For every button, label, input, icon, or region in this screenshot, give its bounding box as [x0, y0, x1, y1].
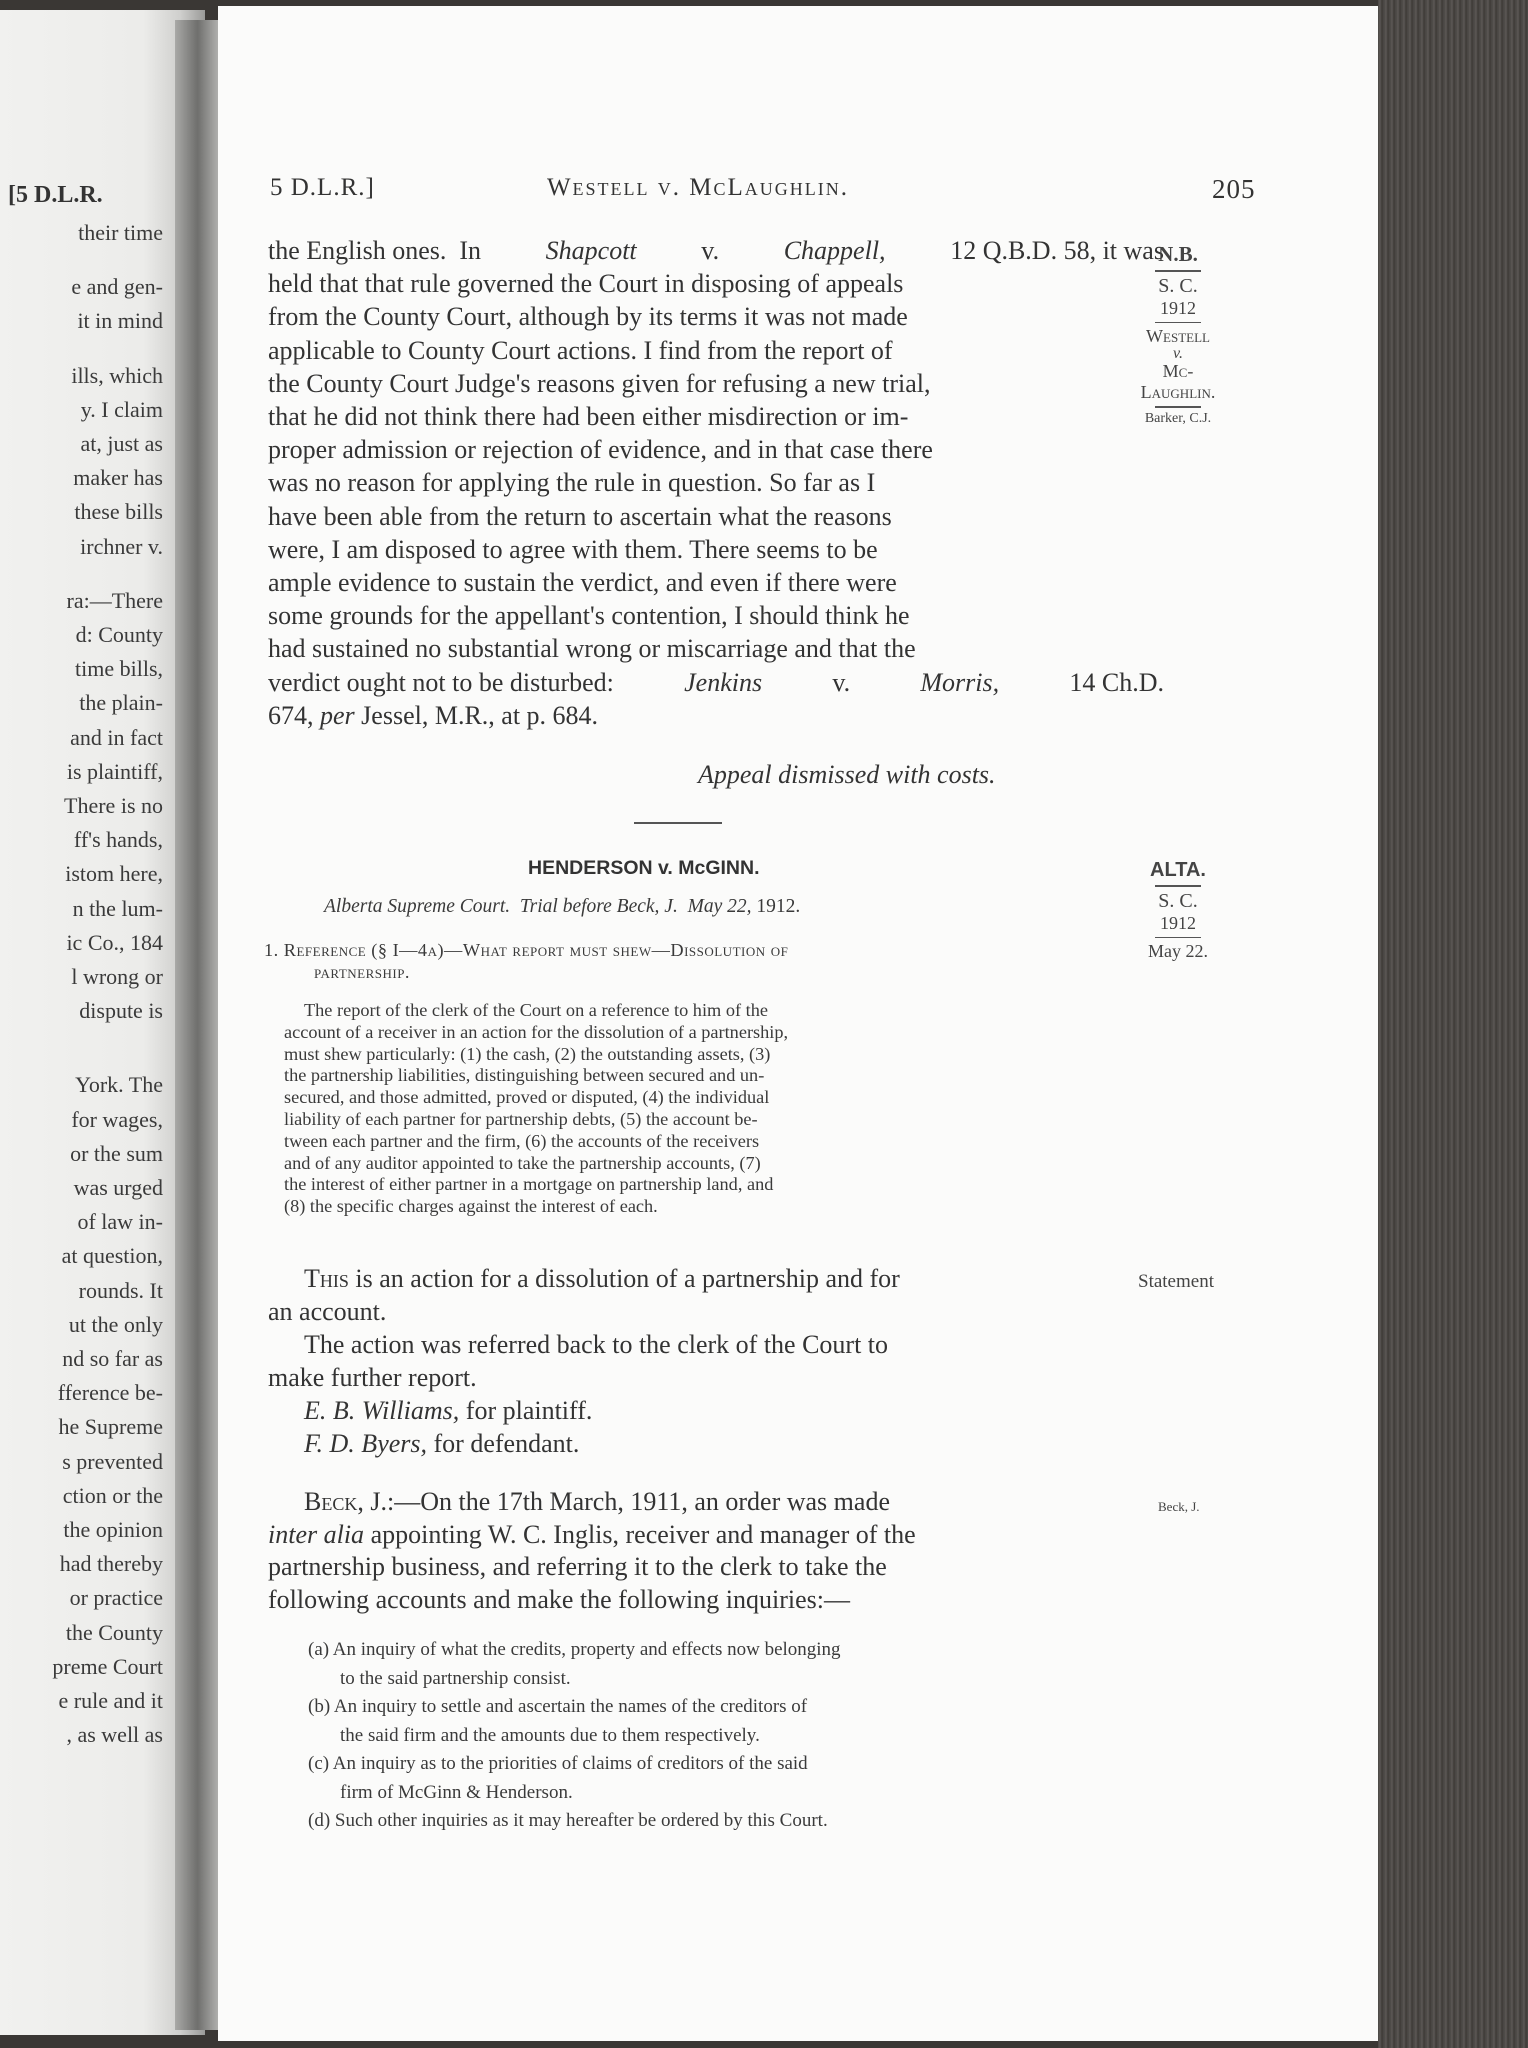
text-line: some grounds for the appellant's contention, I should think he: [268, 601, 910, 631]
left-page-line: the plain-: [79, 690, 163, 716]
left-page-line: ction or the: [62, 1482, 163, 1508]
left-page-line: ra:—There: [66, 587, 163, 613]
text-line: ample evidence to sustain the verdict, and even if there were: [268, 568, 897, 598]
header-volume: 5 D.L.R.]: [270, 174, 375, 201]
left-page-line: l wrong or: [71, 964, 163, 989]
text-line: was no reason for applying the rule in question. So far as I: [268, 468, 876, 498]
margin-statement-label: Statement: [1138, 1271, 1214, 1292]
inquiry-c: (c) An inquiry as to the priorities of claims of creditors of the said firm of McGinn & Henderson.: [308, 1753, 808, 1803]
left-page-line: or practice: [69, 1585, 163, 1611]
left-page-line: and in fact: [70, 724, 163, 750]
text-line: that he did not think there had been either misdirection or im-: [268, 402, 909, 432]
margin-judge-label: Beck, J.: [1158, 1499, 1200, 1514]
left-page-line: s prevented: [62, 1448, 163, 1474]
text-line: were, I am disposed to agree with them. There seems to be: [268, 534, 878, 564]
left-page-line: is plaintiff,: [66, 758, 163, 784]
left-page-line: maker has: [73, 465, 163, 491]
left-page-line: fference be-: [57, 1380, 163, 1406]
headnote-line: tween each partner and the firm, (6) the accounts of the receivers: [284, 1130, 760, 1151]
left-page-line: York. The: [75, 1072, 163, 1098]
continuation-paragraph: [268, 234, 1164, 732]
left-page-line: istom here,: [65, 861, 163, 887]
left-page-line: he Supreme: [58, 1414, 163, 1440]
text-line: 674, per Jessel, M.R., at p. 684.: [268, 700, 599, 730]
left-page-line: at question,: [61, 1243, 163, 1269]
headnote-line: the interest of either partner in a mortgage on partnership land, and: [284, 1174, 774, 1195]
headnote-line: the partnership liabilities, distinguishing between secured and un-: [284, 1065, 765, 1086]
text-line: from the County Court, although by its terms it was not made: [268, 302, 908, 332]
left-page-line: irchner v.: [80, 533, 163, 559]
text-line: applicable to County Court actions. I find from the report of: [268, 335, 893, 365]
case-title: HENDERSON v. McGINN.: [528, 857, 760, 879]
headnote-body: [284, 1000, 788, 1218]
left-page-line: There is no: [64, 793, 163, 818]
page-number: 205: [1212, 174, 1256, 204]
headnote-line: (8) the specific charges against the interest of each.: [284, 1196, 658, 1217]
left-page-line: these bills: [74, 499, 163, 525]
left-page-line: at, just as: [80, 431, 163, 456]
left-page-line: the County: [65, 1619, 163, 1645]
left-page-line: their time: [78, 220, 163, 245]
left-page-line: was urged: [73, 1175, 163, 1200]
left-page-line: preme Court: [52, 1653, 163, 1679]
left-page-line: nd so far as: [62, 1346, 163, 1371]
judgment-paragraph: Beck, J.:—On the 17th March, 1911, an order was made inter alia appointing W. C. Inglis, receiver and manager of the partnership business, and referring it to the clerk to take the following accounts and make the following inquiries:—: [268, 1487, 916, 1614]
text-line: held that that rule governed the Court in disposing of appeals: [268, 269, 904, 299]
margin-notes-top: N.B. S. C. 1912 Westell v. Mc- Laughlin. Barker, C.J.: [1140, 242, 1216, 426]
text-line: verdict ought not to be disturbed: Jenkins v. Morris, 14 Ch.D.: [268, 667, 1164, 697]
left-page-line: dispute is: [79, 998, 163, 1024]
book-page-edges: [1378, 0, 1528, 2048]
left-page-line: it in mind: [77, 308, 163, 334]
text-line: the English ones. In Shapcott v. Chappell, 12 Q.B.D. 58, it was: [268, 236, 1164, 265]
left-page-line: of law in-: [77, 1209, 163, 1235]
left-page-line: d: County: [75, 622, 163, 647]
left-page-line: time bills,: [75, 656, 163, 682]
header-title: Westell v. McLaughlin.: [546, 174, 850, 201]
left-page-line: rounds. It: [78, 1277, 163, 1303]
left-page-line: ills, which: [71, 362, 163, 388]
text-line: the County Court Judge's reasons given for refusing a new trial,: [268, 368, 931, 398]
headnote-line: secured, and those admitted, proved or disputed, (4) the individual: [284, 1087, 770, 1108]
headnote-line: The report of the clerk of the Court on a reference to him of the: [304, 1000, 768, 1020]
right-page: [218, 6, 1380, 2041]
text-line: proper admission or rejection of evidence, and in that case there: [268, 435, 933, 465]
left-page-header: [5 D.L.R.: [8, 182, 103, 208]
left-page-line: , as well as: [66, 1722, 163, 1748]
margin-notes-case: ALTA. S. C. 1912 May 22.: [1148, 859, 1208, 961]
left-page-line: e rule and it: [58, 1688, 163, 1713]
left-page-line: had thereby: [59, 1551, 163, 1577]
left-page-line: ic Co., 184: [66, 929, 163, 955]
disposition: Appeal dismissed with costs.: [698, 760, 996, 789]
statement-paragraph: This is an action for a dissolution of a partnership and for an account. The action was referred back to the clerk of the Court to make further report. E. B. Williams, for plaintiff. F. D. Byers, for defendant.: [268, 1264, 900, 1458]
headnote-line: must shew particularly: (1) the cash, (2) the outstanding assets, (3): [284, 1043, 771, 1064]
inquiries-list: [308, 1636, 841, 1836]
court-line: Alberta Supreme Court. Trial before Beck, J. May 22, 1912.: [324, 896, 801, 917]
left-page-line: or the sum: [70, 1140, 163, 1166]
section-divider: [634, 822, 722, 824]
book-gutter: [175, 20, 220, 2030]
headnote-line: and of any auditor appointed to take the partnership accounts, (7): [284, 1152, 761, 1173]
left-page-line: y. I claim: [80, 396, 163, 422]
headnote-line: liability of each partner for partnership debts, (5) the account be-: [284, 1108, 758, 1129]
left-page-line: the opinion: [63, 1517, 163, 1542]
inquiry-a: (a) An inquiry of what the credits, property and effects now belonging to the said partnership consist.: [308, 1639, 841, 1689]
headnote-line: account of a receiver in an action for the dissolution of a partnership,: [284, 1021, 789, 1042]
inquiry-d: (d) Such other inquiries as it may hereafter be ordered by this Court.: [308, 1810, 828, 1831]
text-line: have been able from the return to ascertain what the reasons: [268, 501, 892, 531]
inquiry-b: (b) An inquiry to settle and ascertain the names of the creditors of the said firm and the amounts due to them respectively.: [308, 1696, 808, 1746]
left-page-line: ut the only: [68, 1311, 163, 1337]
left-page-line: e and gen-: [71, 274, 163, 300]
text-line: had sustained no substantial wrong or miscarriage and that the: [268, 634, 916, 664]
left-page-line: for wages,: [71, 1106, 163, 1132]
left-page-line: ff's hands,: [73, 827, 163, 853]
headnote-heading: 1. Reference (§ I—4a)—What report must shew—Dissolution of partnership.: [264, 940, 789, 982]
left-page-line: n the lum-: [72, 895, 163, 921]
